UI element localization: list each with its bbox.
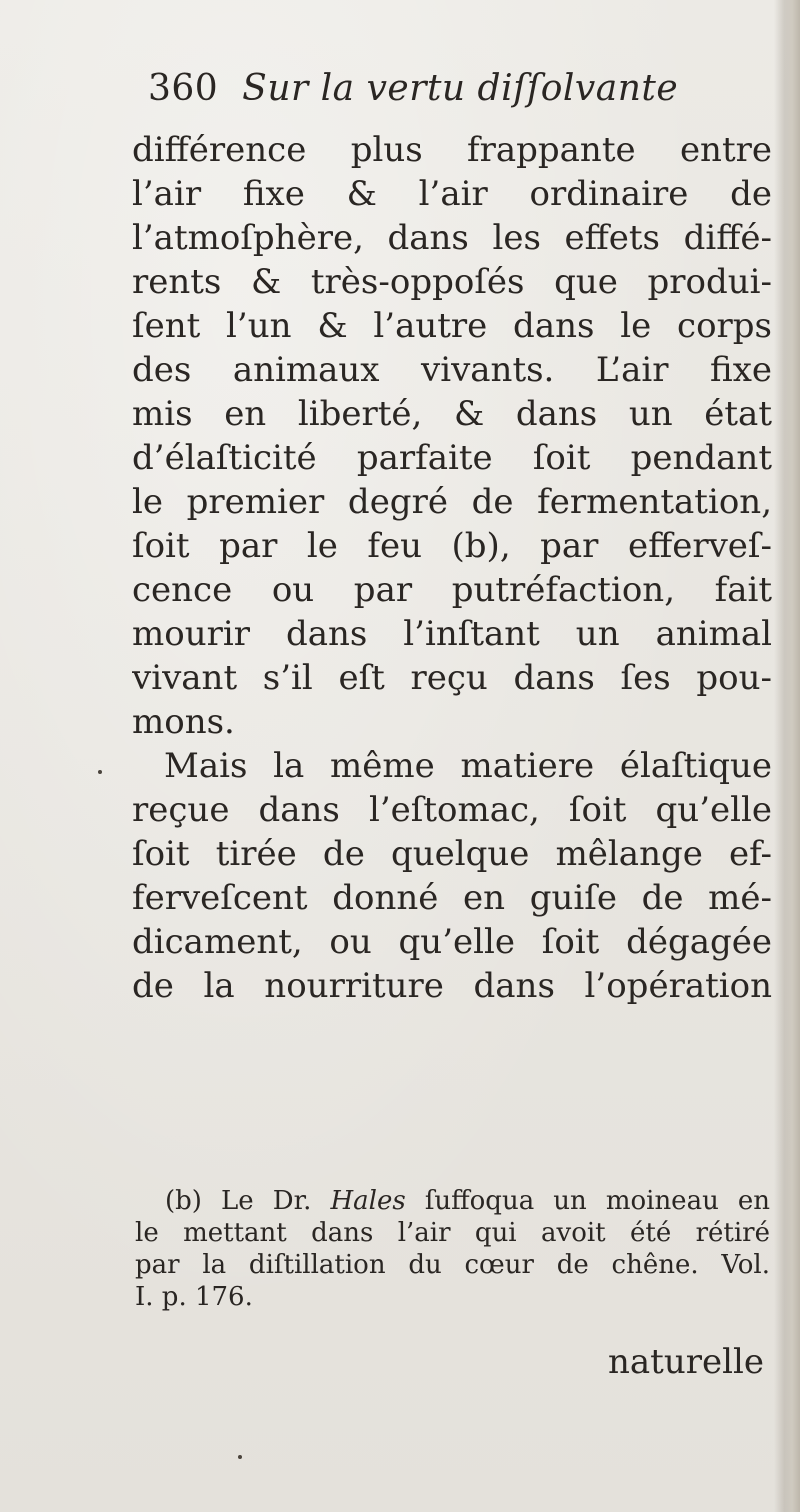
text-line: ferveſcent donné en guiſe de mé- — [132, 878, 772, 918]
ink-speck — [98, 770, 102, 774]
text-line: ſent l’un & l’autre dans le corps — [132, 306, 772, 346]
text-line: rents & très-oppoſés que produi- — [132, 262, 772, 302]
text-line: dicament, ou qu’elle ſoit dégagée — [132, 922, 772, 962]
footnote — [135, 1185, 770, 1313]
running-title: Sur la vertu diſſolvante — [242, 68, 679, 109]
footnote-line: par la diſtillation du cœur de chêne. Vol. — [135, 1250, 770, 1280]
text-line: mourir dans l’inſtant un animal — [132, 614, 772, 654]
text-line: de la nourriture dans l’opération — [132, 966, 772, 1006]
footnote-marker: (b) — [165, 1186, 202, 1216]
paragraph-start-line: Mais la même matiere élaſtique — [164, 746, 772, 786]
text-line: reçue dans l’eſtomac, ſoit qu’elle — [132, 790, 772, 830]
text-line: ſoit tirée de quelque mêlange ef- — [132, 834, 772, 874]
text-line: mis en liberté, & dans un état — [132, 394, 772, 434]
footnote-text: Le Dr. — [221, 1186, 312, 1216]
text-line: des animaux vivants. L’air fixe — [132, 350, 772, 390]
page-number: 360 — [148, 68, 219, 109]
running-header — [148, 68, 678, 109]
text-line: l’atmoſphère, dans les effets diffé- — [132, 218, 772, 258]
text-line: différence plus frappante entre — [132, 130, 772, 170]
footnote-line: le mettant dans l’air qui avoit été rétiré — [135, 1218, 770, 1248]
footnote-line: I. p. 176. — [135, 1282, 253, 1312]
footnote-author-name: Hales — [330, 1186, 406, 1216]
text-line: l’air fixe & l’air ordinaire de — [132, 174, 772, 214]
text-line: cence ou par putréfaction, fait — [132, 570, 772, 610]
page-edge-shadow — [774, 0, 800, 1512]
catchword: naturelle — [608, 1342, 764, 1382]
footnote-text: ſuffoqua un moineau en — [424, 1186, 770, 1216]
text-line: d’élaſticité parfaite ſoit pendant — [132, 438, 772, 478]
footnote-line — [135, 1185, 770, 1217]
text-line: ſoit par le feu (b), par efferveſ- — [132, 526, 772, 566]
body-text — [132, 128, 772, 1008]
text-line: le premier degré de fermentation, — [132, 482, 772, 522]
ink-speck — [238, 1455, 242, 1459]
text-line: vivant s’il eſt reçu dans ſes pou- — [132, 658, 772, 698]
text-line: mons. — [132, 702, 235, 742]
